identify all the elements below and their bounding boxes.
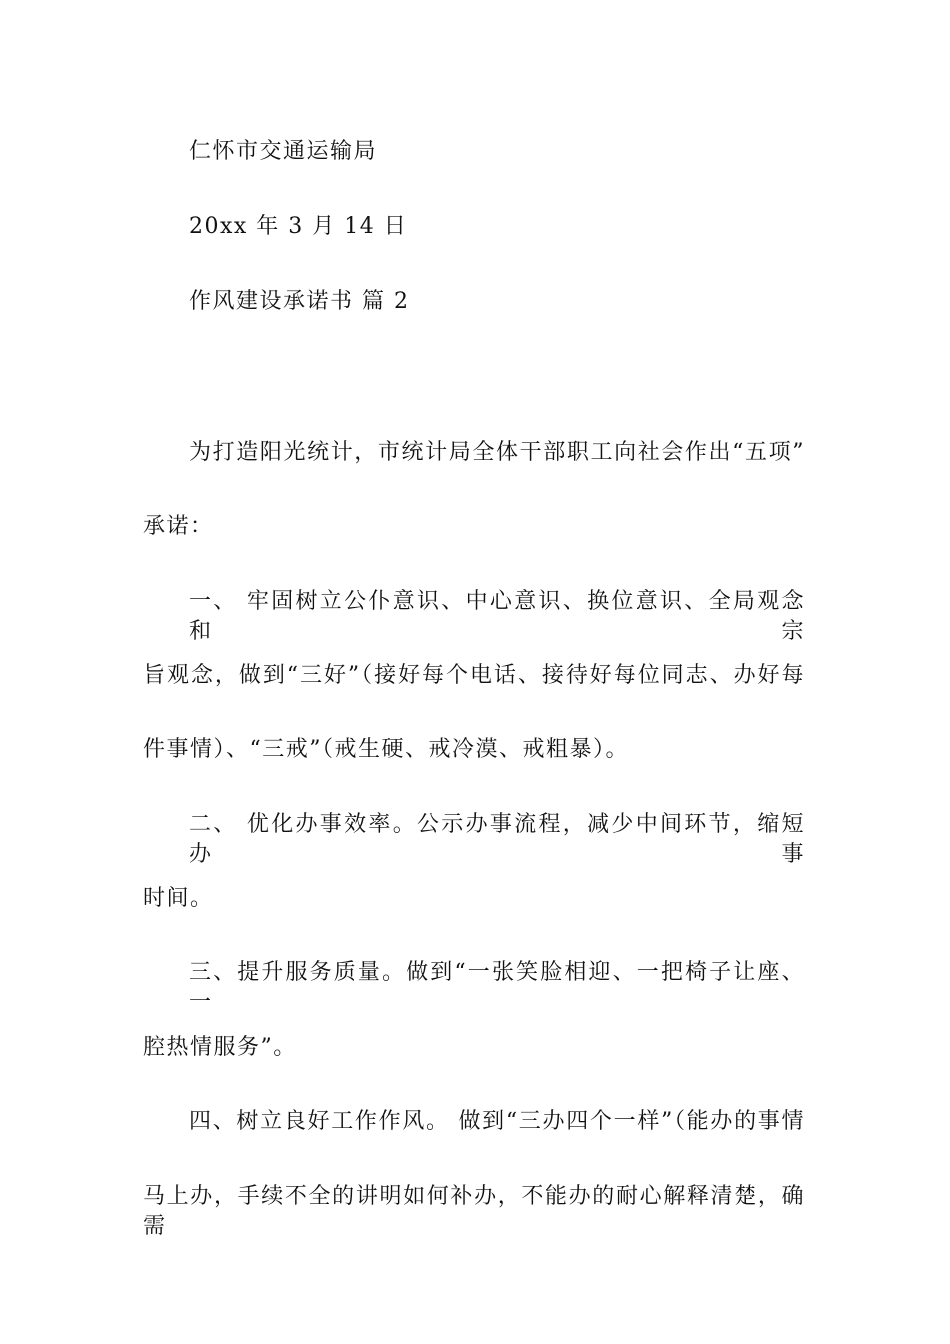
paragraph-line: 承诺： xyxy=(143,514,214,539)
paragraph-line: 二、 优化办事效率。公示办事流程，减少中间环节，缩短办事 xyxy=(189,812,805,867)
paragraph-line: 时间。 xyxy=(143,886,214,911)
document-date: 20xx 年 3 月 14 日 xyxy=(189,214,408,239)
paragraph-line: 四、树立良好工作作风。 做到“三办四个一样”（能办的事情 xyxy=(189,1109,805,1134)
org-name: 仁怀市交通运输局 xyxy=(189,139,378,164)
paragraph-line: 腔热情服务”。 xyxy=(143,1035,297,1060)
paragraph-line: 马上办，手续不全的讲明如何补办，不能办的耐心解释清楚，确需 xyxy=(143,1184,805,1239)
paragraph-line: 一、 牢固树立公仆意识、中心意识、换位意识、全局观念和宗 xyxy=(189,589,805,644)
paragraph-line: 旨观念，做到“三好”（接好每个电话、接待好每位同志、办好每 xyxy=(143,663,805,688)
section-title: 作风建设承诺书 篇 2 xyxy=(189,289,410,314)
paragraph-line: 件事情）、“三戒”（戒生硬、戒冷漠、戒粗暴）。 xyxy=(143,737,629,762)
paragraph-line: 三、提升服务质量。做到“一张笑脸相迎、一把椅子让座、一 xyxy=(189,960,805,1015)
paragraph-line: 为打造阳光统计，市统计局全体干部职工向社会作出“五项” xyxy=(189,440,805,465)
